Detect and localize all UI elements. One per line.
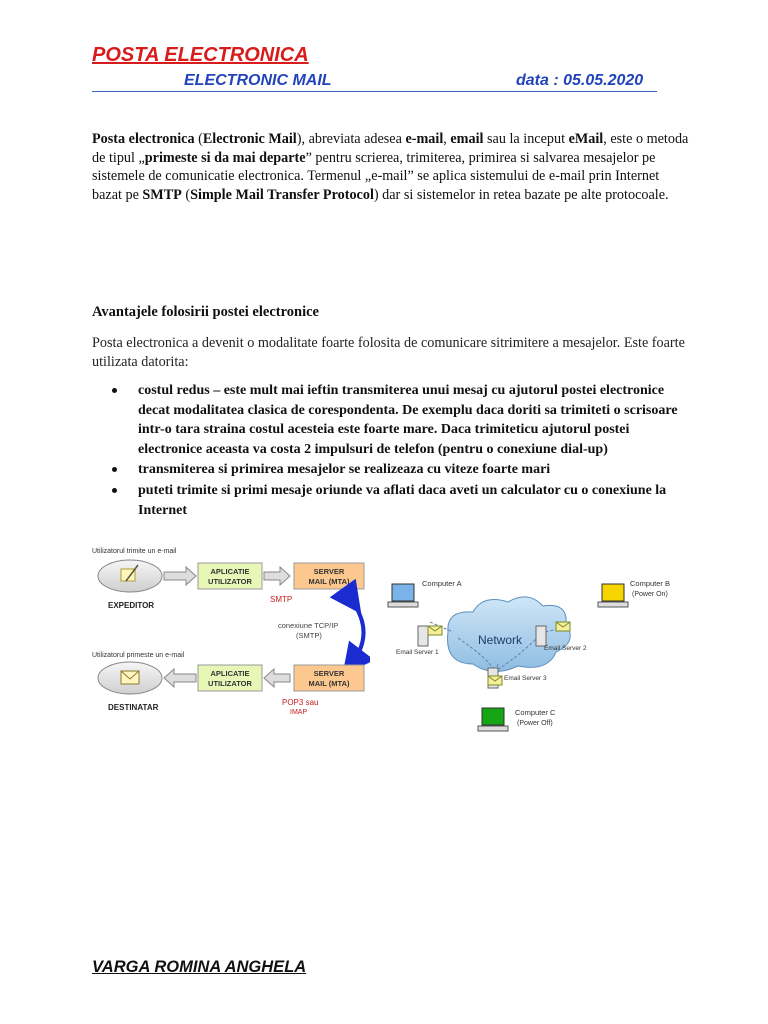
text: ) dar si sistemelor in retea bazate pe alte protocoale. [373,186,669,203]
arrow-left-icon [264,669,290,687]
email-server-2-label: Email Server 2 [544,645,587,652]
envelope-icon [428,626,442,635]
list-item [92,460,682,480]
term-electronic-mail: Electronic Mail [202,131,297,147]
author-name: VARGA ROMINA ANGHELA [92,958,307,976]
advantages-list [92,381,682,521]
connection-label-line1: conexiune TCP/IP [278,621,339,630]
computer-c-state: (Power Off) [517,720,553,727]
bullet-icon [112,488,117,493]
server-label-line1: SERVER [313,567,345,576]
advantages-heading: Avantajele folosirii postei electronice [92,304,319,320]
arrow-right-icon [264,567,290,585]
arrow-left-icon [164,669,196,687]
document-date: data : 05.05.2020 [516,72,644,89]
term-smtp: SMTP [142,186,182,203]
app-label-line2: UTILIZATOR [208,679,252,688]
text: , [443,131,451,147]
email-server-1-icon [418,626,428,646]
email-flow-diagram [90,543,370,723]
term-email-caps: eMail [568,131,604,147]
text: ( [181,186,191,203]
email-server-2-icon [536,626,546,646]
advantages-intro: Posta electronica a devenit o modalitate foarte folosita de comunicare sitrimitere a mesajelor. Este foarte utilizata datorita: [92,335,685,370]
pop-label-line1: POP3 sau [282,698,319,707]
arrow-right-icon [164,567,196,585]
sender-label: EXPEDITOR [108,601,155,610]
list-item [92,381,682,459]
computer-c-icon [478,708,508,731]
sender-caption: Utilizatorul trimite un e-mail [92,548,177,555]
connection-label-line2: (SMTP) [296,631,322,640]
term-email: email [450,131,484,147]
app-label-line2: UTILIZATOR [208,577,252,586]
term-e-mail: e-mail [405,131,444,147]
app-label-line1: APLICATIE [210,669,250,678]
list-item-text: transmiterea si primirea mesajelor se realizeaza cu viteze foarte mari [138,462,551,478]
server-label-line1: SERVER [313,669,345,678]
term-primeste: primeste si da mai departe [144,149,306,166]
server-label-line2: MAIL (MTA) [308,577,350,586]
computer-b-label: Computer B [630,579,671,588]
text: ” pentru scrierea, trimiterea, primirea si salvarea mesajelor pe sistemele de comunicatie electronica. Termenul „e-mail” se aplica sistemului de e-mail prin Internet bazat pe [92,149,660,203]
app-label-line1: APLICATIE [210,567,250,576]
computer-b-icon [598,584,628,607]
computer-a-icon [388,584,418,607]
term-posta-electronica: Posta electronica [92,131,195,147]
network-label: Network [478,633,523,647]
list-item [92,481,682,520]
document-title: POSTA ELECTRONICA [92,44,309,66]
computer-a-label: Computer A [422,579,462,588]
list-item-text: puteti trimite si primi mesaje oriunde va aflati daca aveti un calculator cu o conexiune la Internet [138,482,667,518]
envelope-icon [556,622,570,631]
list-item-text: costul redus – este mult mai ieftin transmiterea unui mesaj cu ajutorul postei electronice decat modalitatea clasica de corespondenta. De exemplu daca doriti sa trimiteti o scrisoare intr-o tara straina costul acesteia este foarte mare. Daca trimiteticu ajutorul postei electronice aceasta va costa 2 impulsuri de telefon (pentru o conexiune dial-up) [138,383,678,457]
computer-c-label: Computer C [515,708,556,717]
text: , este o metoda de tipul „ [92,131,689,166]
term-smtp-full: Simple Mail Transfer Protocol [190,186,374,203]
smtp-label: SMTP [270,595,293,604]
email-server-3-label: Email Server 3 [504,675,547,682]
bullet-icon [112,388,117,393]
pop-label-line2: IMAP [290,709,308,716]
bullet-icon [112,467,117,472]
header-rule [92,91,657,92]
email-server-1-label: Email Server 1 [396,649,439,656]
envelope-icon [121,671,139,684]
text: sau la inceput [483,131,569,147]
text: ( [194,131,203,147]
double-arrow-icon [352,601,364,663]
receiver-label: DESTINATAR [108,703,159,712]
receiver-caption: Utilizatorul primeste un e-mail [92,652,185,659]
envelope-icon [488,676,502,685]
server-label-line2: MAIL (MTA) [308,679,350,688]
intro-paragraph [92,130,692,204]
text: ), abreviata adesea [296,131,406,147]
network-diagram [378,572,680,744]
document-subtitle: ELECTRONIC MAIL [184,72,332,89]
computer-b-state: (Power On) [632,591,668,598]
